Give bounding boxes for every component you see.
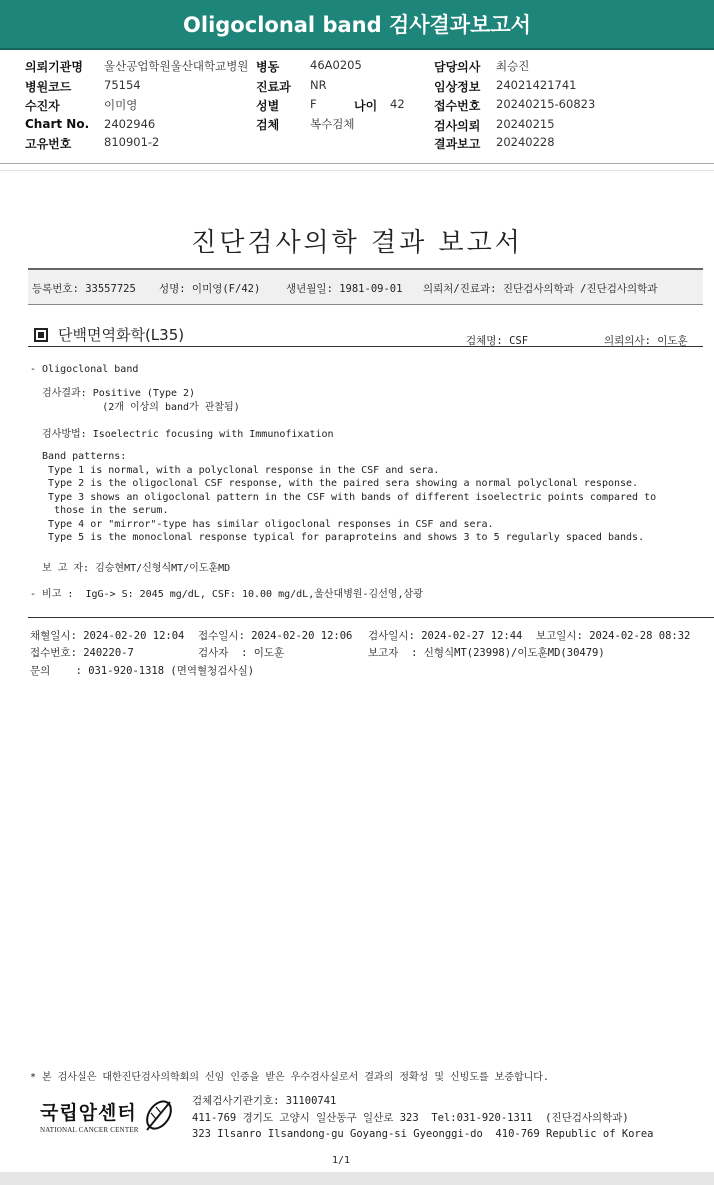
remark-line: - 비고 : IgG-> S: 2045 mg/dL, CSF: 10.00 mg/dL,울산대병원-김선영,삼광 — [30, 589, 423, 600]
dept-value: NR — [310, 78, 327, 92]
band-pattern-type3: Type 3 shows an oligoclonal pattern in the CSF with bands of different isoelectric points compared to — [30, 492, 657, 503]
request-value: 20240215 — [496, 117, 555, 131]
age-value: 42 — [390, 97, 405, 111]
reporter-line: 보 고 자: 김승현MT/신형식MT/이도훈MD — [30, 563, 231, 574]
patient-name: 성명: 이미영(F/42) — [159, 283, 261, 295]
sex-label: 성별 — [256, 99, 280, 113]
referring-physician: 의뢰의사: 이도훈 — [604, 335, 688, 347]
dept-label: 진료과 — [256, 80, 291, 94]
logo-english: NATIONAL CANCER CENTER — [40, 1126, 139, 1134]
institution-value: 울산공업학원울산대학교병원 — [104, 59, 249, 73]
section-title: 단백면역화학(L35) — [58, 326, 185, 344]
certification-note: * 본 검사실은 대한진단검사의학회의 신임 인증을 받은 우수검사실로서 결과의 정확성 및 신빙도를 보증합니다. — [30, 1072, 549, 1083]
contact: 문의 : 031-920-1318 (면역혈청검사실) — [30, 665, 255, 677]
header-divider — [0, 163, 714, 164]
address-english: 323 Ilsanro Ilsandong-gu Goyang-si Gyeonggi-do 410-769 Republic of Korea — [192, 1128, 654, 1140]
report-banner-title: Oligoclonal band 검사결과보고서 — [0, 0, 714, 50]
result-heading: - Oligoclonal band — [30, 364, 139, 375]
page-number: 1/1 — [332, 1155, 351, 1166]
report-datetime: 보고일시: 2024-02-28 08:32 — [536, 630, 691, 642]
address-korean: 411-769 경기도 고양시 일산동구 일산로 323 Tel:031-920-1311 (진단검사의학과) — [192, 1112, 629, 1124]
ward-value: 46A0205 — [310, 58, 362, 72]
ward-label: 병동 — [256, 60, 280, 74]
patient-value: 이미영 — [104, 98, 138, 112]
report-date-label: 결과보고 — [434, 137, 481, 151]
clinical-label: 임상정보 — [434, 80, 481, 94]
document-title: 진단검사의학 결과 보고서 — [191, 228, 523, 258]
uid-value: 810901-2 — [104, 135, 160, 149]
accession-number: 접수번호: 240220-7 — [30, 647, 134, 659]
band-pattern-type4: Type 4 or "mirror"-type has similar oligoclonal responses in CSF and sera. — [30, 519, 494, 530]
reporters: 보고자 : 신형식MT(23998)/이도훈MD(30479) — [368, 647, 605, 659]
accept-datetime: 접수일시: 2024-02-20 12:06 — [198, 630, 353, 642]
receipt-value: 20240215-60823 — [496, 97, 596, 111]
patient-info-box — [28, 268, 703, 305]
band-pattern-type3-cont: those in the serum. — [30, 505, 169, 516]
band-pattern-type2: Type 2 is the oligoclonal CSF response, with the paired sera showing a normal polyclonal response. — [30, 478, 639, 489]
result-line: 검사결과: Positive (Type 2) — [30, 388, 196, 399]
band-pattern-type1: Type 1 is normal, with a polyclonal response in the CSF and sera. — [30, 465, 440, 476]
request-label: 검사의뢰 — [434, 119, 481, 133]
page-bottom-gutter — [0, 1172, 714, 1185]
specimen-name: 검체명: CSF — [466, 335, 529, 347]
hospcode-label: 병원코드 — [25, 80, 72, 94]
chart-label: Chart No. — [25, 117, 90, 131]
doctor-label: 담당의사 — [434, 60, 481, 74]
chart-value: 2402946 — [104, 117, 156, 131]
method-line: 검사방법: Isoelectric focusing with Immunofixation — [30, 429, 334, 440]
report-date-value: 20240228 — [496, 135, 555, 149]
band-pattern-type5: Type 5 is the monoclonal response typical for paraproteins and shows 3 to 5 regularly spaced bands. — [30, 532, 645, 543]
specimen-value: 복수검체 — [310, 117, 355, 131]
patient-label: 수진자 — [25, 99, 60, 113]
logo-korean: 국립암센터 — [40, 1102, 137, 1124]
uid-label: 고유번호 — [25, 137, 72, 151]
institution-label: 의뢰기관명 — [25, 60, 83, 74]
result-note: (2개 이상의 band가 관찰됨) — [30, 402, 240, 413]
clinical-value: 24021421741 — [496, 78, 577, 92]
section-bullet-icon — [34, 328, 48, 342]
leaf-logo-icon — [142, 1096, 176, 1134]
age-label: 나이 — [354, 99, 378, 113]
institution-code: 검체검사기관기호: 31100741 — [192, 1095, 337, 1107]
receipt-label: 접수번호 — [434, 99, 481, 113]
date-of-birth: 생년월일: 1981-09-01 — [286, 283, 403, 295]
result-divider — [28, 617, 714, 618]
sex-value: F — [310, 97, 317, 111]
collect-datetime: 채혈일시: 2024-02-20 12:04 — [30, 630, 185, 642]
test-datetime: 검사일시: 2024-02-27 12:44 — [368, 630, 523, 642]
doctor-value: 최승진 — [496, 59, 530, 73]
specimen-label: 검체 — [256, 118, 280, 132]
referral-department: 의뢰처/진료과: 진단검사의학과 /진단검사의학과 — [423, 283, 658, 295]
band-patterns-heading: Band patterns: — [30, 451, 127, 462]
tester: 검사자 : 이도훈 — [198, 647, 285, 659]
hospcode-value: 75154 — [104, 78, 141, 92]
header-divider-shadow — [0, 170, 714, 171]
section-divider — [28, 346, 703, 347]
registration-number: 등록번호: 33557725 — [32, 283, 136, 295]
